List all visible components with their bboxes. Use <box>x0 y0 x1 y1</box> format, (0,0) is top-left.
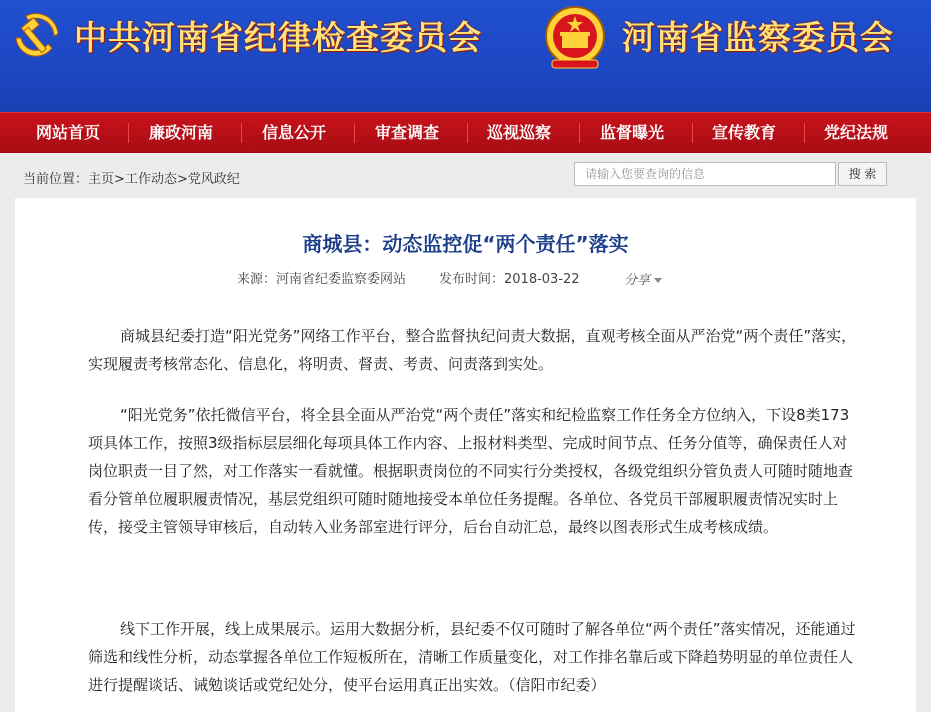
share-label: 分享 <box>624 273 651 288</box>
nav-item-exposure[interactable]: 监督曝光 <box>599 123 664 142</box>
source-label: 来源： <box>237 272 277 287</box>
breadcrumb-home-link[interactable]: 主页 <box>88 172 115 187</box>
search-input[interactable]: 请输入您要查询的信息 <box>574 162 836 186</box>
breadcrumb-separator: > <box>176 172 188 187</box>
org-name-cpc: 中共河南省纪律检查委员会 <box>74 18 482 57</box>
nav-divider <box>579 123 580 143</box>
share-button[interactable] <box>624 269 662 288</box>
national-emblem-icon <box>542 4 608 72</box>
article-source <box>237 268 406 287</box>
site-header <box>0 0 931 112</box>
article-title: 商城县：动态监控促“两个责任”落实 <box>302 232 629 256</box>
breadcrumb <box>23 168 240 187</box>
nav-item-regulations[interactable]: 党纪法规 <box>823 123 888 142</box>
main-nav <box>0 112 931 153</box>
date-label: 发布时间： <box>439 272 505 287</box>
nav-divider <box>241 123 242 143</box>
org-name-supervision: 河南省监察委员会 <box>622 18 894 57</box>
breadcrumb-prefix: 当前位置： <box>23 172 89 187</box>
breadcrumb-separator: > <box>114 172 125 187</box>
breadcrumb-current[interactable]: 党风政纪 <box>187 172 240 187</box>
nav-item-info[interactable]: 信息公开 <box>261 123 326 142</box>
date-value: 2018-03-22 <box>504 272 580 287</box>
nav-divider <box>467 123 468 143</box>
nav-item-lianzheng[interactable]: 廉政河南 <box>148 123 213 142</box>
search-button[interactable]: 搜 索 <box>838 162 887 186</box>
nav-divider <box>354 123 355 143</box>
nav-item-inspection[interactable]: 巡视巡察 <box>486 123 551 142</box>
nav-item-home[interactable]: 网站首页 <box>35 123 100 142</box>
source-value: 河南省纪委监察委网站 <box>276 272 407 287</box>
nav-item-review[interactable]: 审查调查 <box>374 123 439 142</box>
article-paragraph: 线下工作开展，线上成果展示。运用大数据分析，县纪委不仅可随时了解各单位“两个责任”落实情况，还能通过筛选和线性分析，动态掌握各单位工作短板所在，清晰工作质量变化，对工作排名靠后或下降趋势明显的单位责任人进行提醒谈话、诫勉谈话或党纪处分，使平台运用真正出实效。（信阳市纪委） <box>88 620 856 694</box>
nav-divider <box>692 123 693 143</box>
nav-divider <box>804 123 805 143</box>
nav-divider <box>128 123 129 143</box>
article-paragraph: “阳光党务”依托微信平台，将全县全面从严治党“两个责任”落实和纪检监察工作任务全方位纳入，下设8类173项具体工作，按照3级指标层层细化每项具体工作内容、上报材料类型、完成时间节点、任务分值等，确保责任人对岗位职责一目了然，对工作落实一看就懂。根据职责岗位的不同实行分类授权，各级党组织分管负责人可随时随地查看分管单位履职履责情况，基层党组织可随时随地接受本单位任务提醒。各单位、各党员干部履职履责情况实时上传，接受主管领导审核后，自动转入业务部室进行评分，后台自动汇总，最终以图表形式生成考核成绩。 <box>88 406 854 536</box>
article-date <box>439 268 580 287</box>
chevron-down-icon <box>654 278 662 283</box>
nav-item-education[interactable]: 宣传教育 <box>711 123 776 142</box>
article-panel <box>15 198 916 712</box>
article-paragraph: 商城县纪委打造“阳光党务”网络工作平台，整合监督执纪问责大数据，直观考核全面从严治党“两个责任”落实，实现履责考核常态化、信息化，将明责、督责、考责、问责落到实处。 <box>88 327 857 373</box>
hammer-sickle-icon <box>8 8 64 64</box>
breadcrumb-work-news-link[interactable]: 工作动态 <box>124 172 177 187</box>
